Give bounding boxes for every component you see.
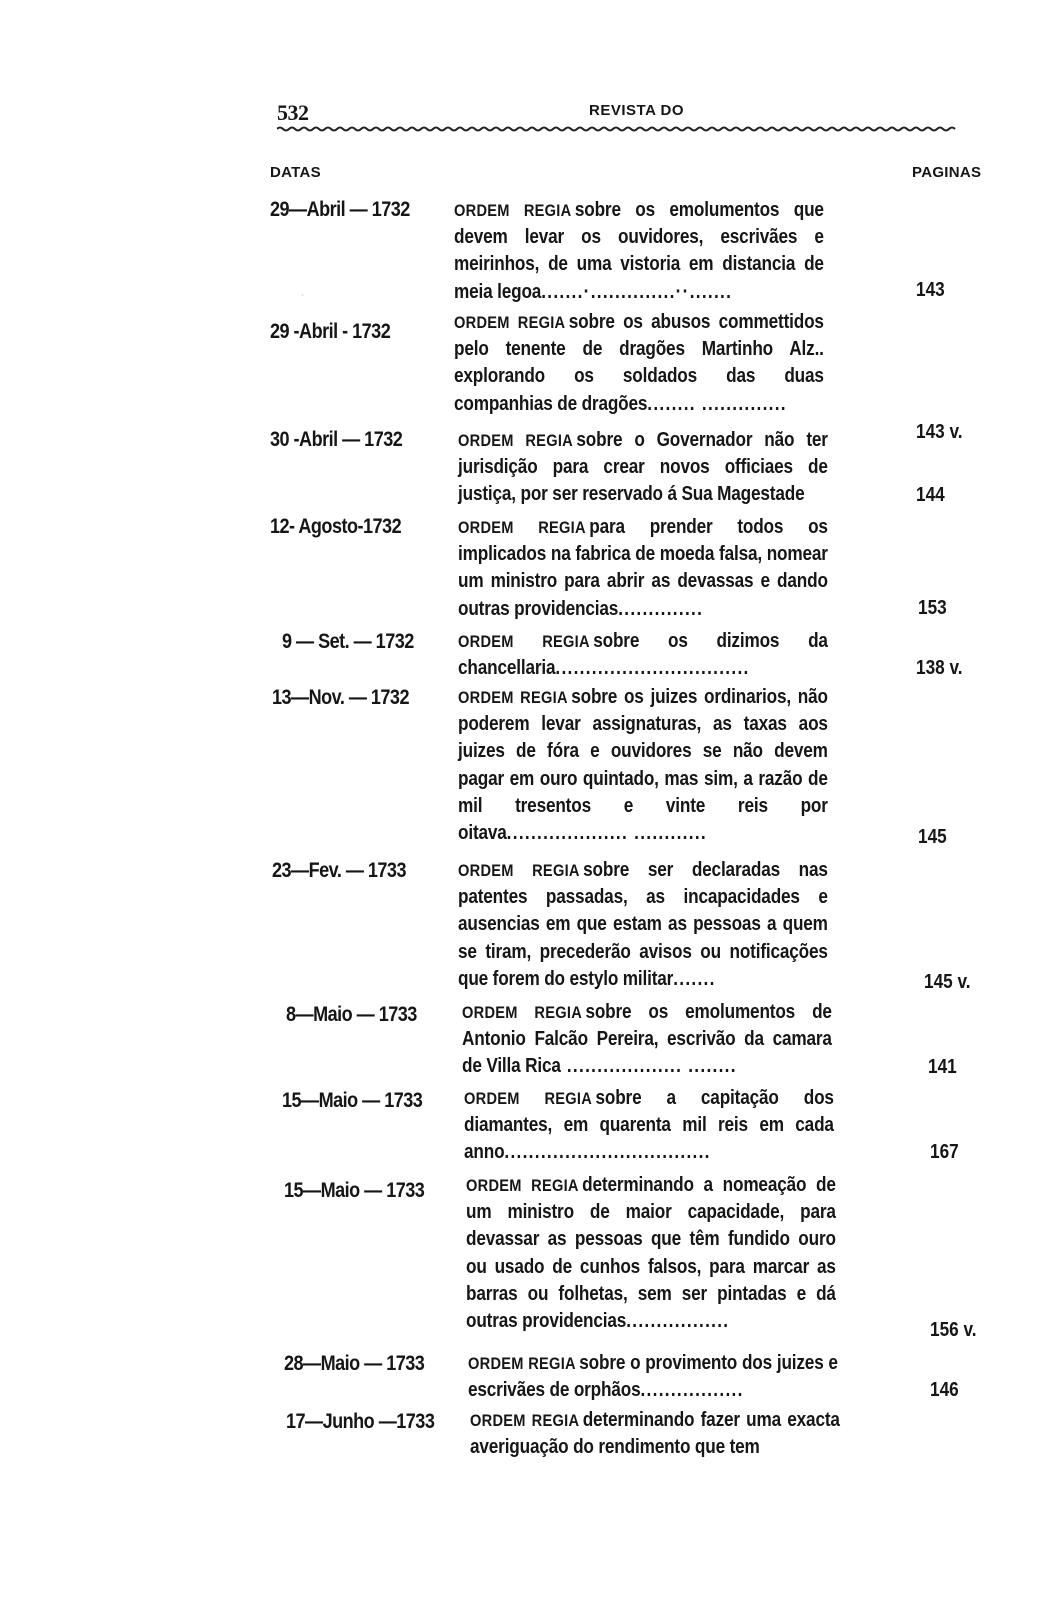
entry-date: 23—Fev. — 1733 <box>272 859 406 882</box>
entry-page: 156 v. <box>930 1319 977 1341</box>
entry-text: ORDEM REGIA sobre os emolumentos que devem levar os ouvidores, escrivães e meirinhos, de uma vistoria em distancia de meia legoa.......·..............··....... <box>454 199 824 303</box>
entry-text <box>458 427 828 509</box>
entry-page: 153 <box>918 597 947 619</box>
entry-description: determinando a nomeação de um ministro de maior capacidade, para devassar as pessoas que têm fundido ouro ou usado de cunhos falsos, para marcar as barras ou folhetas, sem ser pintadas e dá outras providencias <box>466 1174 836 1333</box>
entry-ordem: ORDEM REGIA <box>462 1003 583 1022</box>
entry-text: ORDEM REGIA sobre os dizimos da chancellaria................................ <box>458 630 828 680</box>
entry-page: 167 <box>930 1141 959 1163</box>
column-heading-paginas: PAGINAS <box>912 164 982 181</box>
entry-description: para prender todos os implicados na fabrica de moeda falsa, nomear um ministro para abrir as devassas e dando outras providencias <box>458 516 828 620</box>
entry-description: sobre os emolumentos que devem levar os ouvidores, escrivães e meirinhos, de uma vistoria em distancia de meia legoa <box>454 199 824 303</box>
entry-ordem: ORDEM REGIA <box>464 1089 593 1108</box>
entry-description: sobre a capitação dos diamantes, em quarenta mil reis em cada anno <box>464 1087 834 1164</box>
entry-description: sobre os emolumentos de Antonio Falcão Pereira, escrivão da camara de Villa Rica <box>462 1001 832 1078</box>
entry-page: 145 v. <box>924 971 971 993</box>
entry-description: sobre ser declaradas nas patentes passadas, as incapacidades e ausencias em que estam as pessoas a quem se tiram, precederão avisos ou notificações que forem do estylo militar <box>458 859 828 990</box>
entry-ordem: ORDEM REGIA <box>468 1354 576 1373</box>
column-heading-datas: DATAS <box>270 164 321 181</box>
entry-text: ORDEM REGIA sobre os abusos commettidos pelo tenente de dragões Martinho Alz.. explorando os soldados das duas companhias de dragões........ .............. <box>454 311 824 415</box>
entry-page: 143 <box>916 279 945 301</box>
page-number: 532 <box>277 100 309 125</box>
entry-date: 28—Maio — 1733 <box>284 1352 425 1375</box>
entry-ordem: ORDEM REGIA <box>458 518 586 537</box>
entry-ordem: ORDEM REGIA <box>470 1411 580 1430</box>
entry-text: ORDEM REGIA determinando a nomeação de um ministro de maior capacidade, para devassar as pessoas que têm fundido ouro ou usado de cunhos falsos, para marcar as barras ou folhetas, sem ser pintadas e dá outras providencias................. <box>466 1174 836 1333</box>
entry-page: 138 v. <box>916 657 963 679</box>
running-title: REVISTA DO <box>589 102 685 119</box>
entry-ordem: ORDEM REGIA <box>466 1176 579 1195</box>
entry-date: 12- Agosto-1732 <box>270 515 402 538</box>
entry-ordem: ORDEM REGIA <box>454 313 566 332</box>
entry-page: 146 <box>930 1379 959 1401</box>
entry-date: 30 -Abril — 1732 <box>270 428 403 451</box>
entry-page: 141 <box>928 1056 957 1078</box>
entry-text: ORDEM REGIA sobre o provimento dos juizes e escrivães de orphãos................. <box>468 1352 838 1402</box>
entry-description: sobre o provimento dos juizes e escrivães de orphãos <box>468 1352 838 1402</box>
entry-description: sobre os juizes ordinarios, não poderem levar assignaturas, as taxas aos juizes de fóra e ouvidores se não devem pagar em ouro quintado, mas sim, a razão de mil tresentos e vinte reis por oitava <box>458 686 828 845</box>
entry-ordem: ORDEM REGIA <box>458 431 573 450</box>
entry-text <box>470 1407 840 1461</box>
entry-description: determinando fazer uma exacta averiguação do rendimento que tem <box>470 1409 840 1459</box>
entry-text: ORDEM REGIA sobre a capitação dos diamantes, em quarenta mil reis em cada anno.................................. <box>464 1087 834 1164</box>
entry-page: 145 <box>918 826 947 848</box>
entry-text: ORDEM REGIA para prender todos os implicados na fabrica de moeda falsa, nomear um ministro para abrir as devassas e dando outras providencias.............. <box>458 516 828 620</box>
entry-text: ORDEM REGIA sobre ser declaradas nas patentes passadas, as incapacidades e ausencias em que estam as pessoas a quem se tiram, precederão avisos ou notificações que forem do estylo militar....... <box>458 859 828 990</box>
entry-text: ORDEM REGIA sobre os emolumentos de Antonio Falcão Pereira, escrivão da camara de Villa Rica ................... ........ <box>462 1001 832 1078</box>
show-through-mark: · <box>300 288 305 304</box>
entry-ordem: ORDEM REGIA <box>458 688 568 707</box>
entry-date: 8—Maio — 1733 <box>286 1003 417 1026</box>
entry-date: 15—Maio — 1733 <box>284 1179 425 1202</box>
entry-description: sobre os abusos commettidos pelo tenente de dragões Martinho Alz.. explorando os soldados das duas companhias de dragões <box>454 311 824 415</box>
entry-text: ORDEM REGIA sobre os juizes ordinarios, não poderem levar assignaturas, as taxas aos juizes de fóra e ouvidores se não devem pagar em ouro quintado, mas sim, a razão de mil tresentos e vinte reis por oitava.................... ............ <box>458 686 828 845</box>
entry-page: 143 v. <box>916 421 963 443</box>
entry-ordem: ORDEM REGIA <box>458 632 590 651</box>
entry-description: sobre os dizimos da chancellaria <box>458 630 828 680</box>
entry-page: 144 <box>916 484 945 506</box>
entry-date: 9 — Set. — 1732 <box>282 630 414 653</box>
entry-date: 13—Nov. — 1732 <box>272 686 409 709</box>
entry-date: 17—Junho —1733 <box>286 1410 435 1433</box>
entry-ordem: ORDEM REGIA <box>458 861 580 880</box>
entry-date: 29 -Abril - 1732 <box>270 320 391 343</box>
entry-description: sobre o Governador não ter jurisdição para crear novos officiaes de justiça, por ser reservado á Sua Magestade <box>458 429 828 506</box>
entry-date: 15—Maio — 1733 <box>282 1089 423 1112</box>
entry-date: 29—Abril — 1732 <box>270 198 410 221</box>
entry-ordem: ORDEM REGIA <box>454 201 572 220</box>
